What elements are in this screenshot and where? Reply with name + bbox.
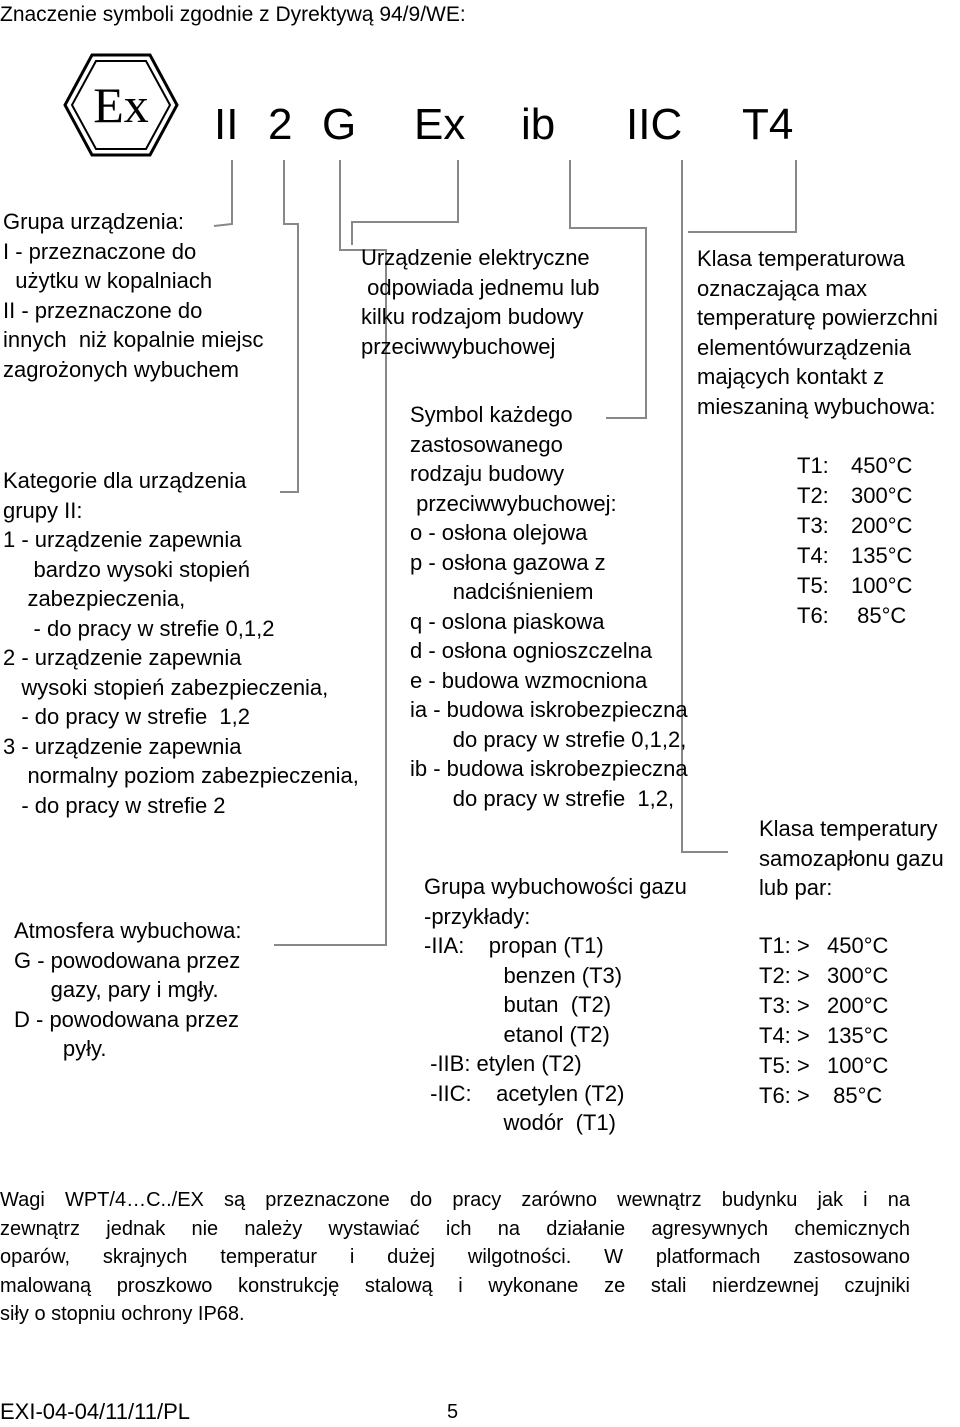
ignition-row — [759, 1051, 919, 1081]
category-line: - do pracy w strefie 0,1,2 — [3, 615, 275, 641]
category-line: grupy II: — [3, 497, 83, 523]
temp-class-code: T1: — [797, 453, 829, 478]
ignition-code: T3: > — [759, 993, 810, 1018]
ignition-code: T6: > — [759, 1083, 810, 1108]
ignition-value: 100°C — [827, 1053, 889, 1078]
protection-line: nadciśnieniem — [410, 579, 594, 604]
temp-class-row — [797, 511, 937, 541]
device-line: Urządzenie elektryczne — [361, 245, 590, 270]
ignition-code: T4: > — [759, 1023, 810, 1048]
temp-class-code: T3: — [797, 513, 829, 538]
temp-class-row — [797, 451, 937, 481]
ignition-row — [759, 1081, 919, 1111]
page-number: 5 — [447, 1401, 459, 1423]
protection-line: przeciwwybuchowej: — [410, 490, 617, 516]
ignition-value: 200°C — [827, 993, 889, 1018]
temp-class-value: 85°C — [851, 603, 907, 628]
device-line: przeciwwybuchowej — [361, 333, 556, 359]
category-description — [3, 466, 359, 820]
protection-line: e - budowa wzmocniona — [410, 667, 648, 693]
gas-group-description — [424, 872, 687, 1138]
temp-class-line: elementówurządzenia — [697, 334, 912, 360]
ignition-value: 85°C — [827, 1083, 883, 1108]
atmosphere-line: G - powodowana przez — [14, 947, 241, 973]
temp-class-value: 100°C — [851, 573, 913, 598]
category-line: wysoki stopień zabezpieczenia, — [3, 674, 329, 700]
group-line: innych niż kopalnie miejsc — [3, 327, 264, 352]
temp-class-row — [797, 481, 937, 511]
gas-group-line: -przykłady: — [424, 903, 531, 929]
marking-category: 2 — [268, 100, 293, 149]
category-line: - do pracy w strefie 1,2 — [3, 704, 250, 729]
document-code: EXI-04-04/11/11/PL — [0, 1399, 190, 1424]
temp-class-code: T2: — [797, 483, 829, 508]
temp-class-code: T6: — [797, 603, 829, 628]
marking-gas-group: IIC — [626, 100, 683, 149]
protection-description — [410, 400, 688, 813]
ignition-row — [759, 991, 919, 1021]
gas-group-line: wodór (T1) — [424, 1110, 616, 1135]
ex-logo-text: Ex — [93, 77, 149, 133]
category-line: Kategorie dla urządzenia — [3, 468, 247, 493]
temp-class-value: 300°C — [851, 483, 913, 508]
group-line: użytku w kopalniach — [3, 268, 213, 293]
ignition-code: T5: > — [759, 1053, 810, 1078]
temp-class-line: oznaczająca max — [697, 275, 867, 301]
protection-line: rodzaju budowy — [410, 461, 565, 486]
category-line: bardzo wysoki stopień — [3, 556, 251, 582]
device-line: odpowiada jednemu lub — [361, 274, 600, 300]
gas-group-line: -IIA: propan (T1) — [424, 933, 604, 958]
marking-protection: ib — [521, 100, 556, 149]
protection-line: do pracy w strefie 0,1,2, — [410, 726, 687, 752]
temp-class-line: Klasa temperaturowa — [697, 246, 905, 271]
ignition-table — [759, 931, 919, 1111]
footer-paragraph — [0, 1186, 910, 1329]
device-description — [361, 243, 600, 361]
footer-line: Wagi WPT/4…C../EX są przeznaczone do pracy zarówno wewnątrz budynku jak i na — [0, 1189, 910, 1211]
ignition-line: samozapłonu gazu — [759, 845, 944, 871]
temp-class-line: temperaturę powierzchni — [697, 305, 938, 330]
atmosphere-line: pyły. — [14, 1036, 107, 1061]
group-line: I - przeznaczone do — [3, 238, 197, 264]
temp-class-value: 450°C — [851, 453, 913, 478]
marking-group-ii: II — [214, 100, 239, 149]
ignition-line: lub par: — [759, 875, 833, 900]
gas-group-line: -IIC: acetylen (T2) — [424, 1080, 625, 1106]
ignition-row — [759, 931, 919, 961]
protection-line: ia - budowa iskrobezpieczna — [410, 697, 688, 722]
temp-class-code: T4: — [797, 543, 829, 568]
gas-group-line: Grupa wybuchowości gazu — [424, 874, 687, 899]
atmosphere-description — [14, 916, 241, 1064]
marking-ex: Ex — [414, 100, 466, 149]
footer-line: malowaną proszkowo konstrukcję stalową i wykonane ze stali nierdzewnej czujniki — [0, 1274, 910, 1297]
ignition-code: T1: > — [759, 933, 810, 958]
ignition-value: 450°C — [827, 933, 889, 958]
group-line: Grupa urządzenia: — [3, 209, 184, 234]
protection-line: d - osłona ognioszczelna — [410, 638, 653, 663]
footer-line: siły o stopniu ochrony IP68. — [0, 1303, 245, 1325]
group-description — [3, 207, 263, 384]
ignition-row — [759, 1021, 919, 1051]
atmosphere-line: gazy, pary i mgły. — [14, 977, 219, 1002]
gas-group-line: benzen (T3) — [424, 962, 623, 988]
connector-device — [352, 160, 458, 245]
atmosphere-line: Atmosfera wybuchowa: — [14, 918, 242, 943]
page-heading: Znaczenie symboli zgodnie z Dyrektywą 94/9/WE: — [0, 3, 466, 26]
temp-class-row — [797, 571, 937, 601]
temp-class-description — [697, 244, 938, 421]
ignition-code: T2: > — [759, 963, 810, 988]
temp-class-code: T5: — [797, 573, 829, 598]
group-line: II - przeznaczone do — [3, 297, 203, 323]
protection-line: zastosowanego — [410, 431, 563, 457]
temp-class-value: 200°C — [851, 513, 913, 538]
marking-temp-class: T4 — [742, 100, 794, 149]
category-line: normalny poziom zabezpieczenia, — [3, 763, 359, 788]
connector-temp-class — [688, 160, 796, 232]
marking-atmosphere: G — [322, 100, 357, 149]
category-line: 2 - urządzenie zapewnia — [3, 645, 242, 670]
category-line: - do pracy w strefie 2 — [3, 792, 226, 818]
protection-line: do pracy w strefie 1,2, — [410, 785, 675, 811]
protection-line: o - osłona olejowa — [410, 520, 588, 545]
category-line: zabezpieczenia, — [3, 586, 186, 611]
connector-category — [280, 160, 298, 492]
footer-line: oparów, skrajnych temperatur i dużej wilgotności. W platformach zastosowano — [0, 1246, 910, 1268]
ignition-row — [759, 961, 919, 991]
gas-group-line: etanol (T2) — [424, 1021, 610, 1047]
category-line: 3 - urządzenie zapewnia — [3, 733, 242, 759]
temp-class-table — [797, 451, 937, 631]
ignition-value: 135°C — [827, 1023, 889, 1048]
ignition-description — [759, 814, 944, 903]
gas-group-line: butan (T2) — [424, 992, 612, 1017]
protection-line: Symbol każdego — [410, 402, 573, 427]
temp-class-value: 135°C — [851, 543, 913, 568]
protection-line: q - oslona piaskowa — [410, 608, 605, 634]
temp-class-row — [797, 541, 937, 571]
footer-line: zewnątrz jednak nie należy wystawiać ich na działanie agresywnych chemicznych — [0, 1217, 910, 1240]
temp-class-line: mających kontakt z — [697, 364, 885, 389]
protection-line: ib - budowa iskrobezpieczna — [410, 756, 688, 781]
device-line: kilku rodzajom budowy — [361, 304, 584, 329]
temp-class-line: mieszaniną wybuchowa: — [697, 393, 936, 419]
ignition-value: 300°C — [827, 963, 889, 988]
temp-class-row — [797, 601, 937, 631]
ignition-line: Klasa temperatury — [759, 816, 938, 841]
protection-line: p - osłona gazowa z — [410, 549, 606, 575]
group-line: zagrożonych wybuchem — [3, 356, 240, 382]
gas-group-line: -IIB: etylen (T2) — [424, 1051, 582, 1076]
atmosphere-line: D - powodowana przez — [14, 1006, 240, 1032]
category-line: 1 - urządzenie zapewnia — [3, 527, 242, 552]
